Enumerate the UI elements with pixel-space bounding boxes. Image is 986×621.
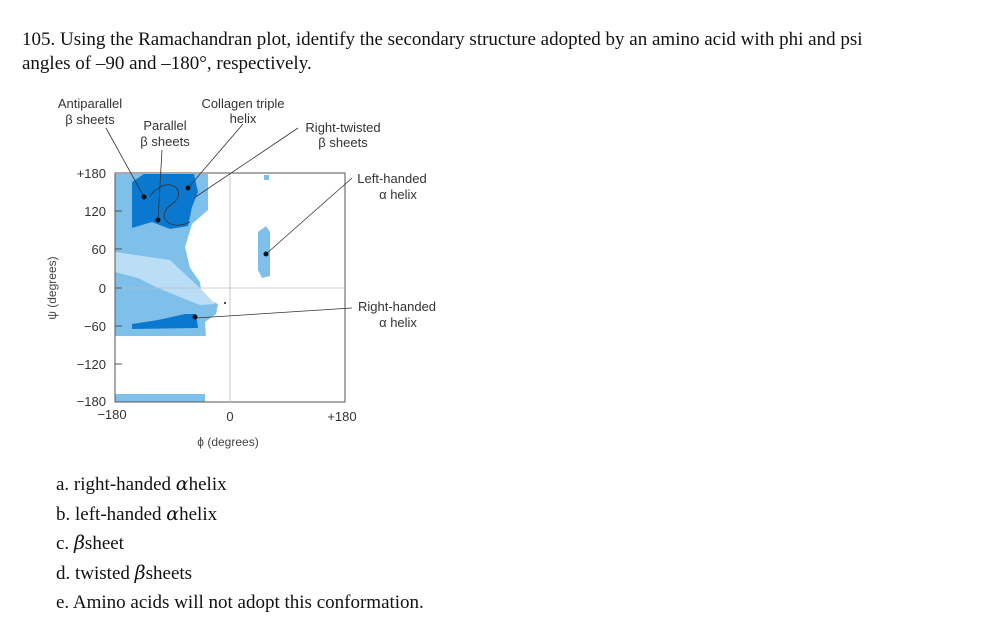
label-right-twisted: Right-twisted xyxy=(305,120,381,135)
answer-option-b[interactable]: b. left-handed αhelix xyxy=(56,502,218,525)
label-collagen-helix: helix xyxy=(229,111,257,126)
region-bottom-light xyxy=(115,394,205,402)
x-tick-label: −180 xyxy=(97,407,127,422)
greek-symbol: α xyxy=(175,473,189,495)
greek-symbol: β xyxy=(134,561,146,584)
label-left-handed: Left-handed xyxy=(357,171,427,186)
y-tick-label: 60 xyxy=(91,242,106,257)
label-antiparallel: Antiparallel xyxy=(57,96,123,111)
x-tick-label: 0 xyxy=(226,409,234,424)
region-beta-dark xyxy=(132,174,198,229)
answer-option-c[interactable]: c. βsheet xyxy=(56,532,124,554)
answer-option-e[interactable]: e. Amino acids will not adopt this conformation. xyxy=(56,592,424,613)
y-axis-label: ψ (degrees) xyxy=(45,256,59,320)
label-right-handed: Right-handed xyxy=(357,299,437,314)
greek-symbol: β xyxy=(73,532,85,554)
y-tick-label: 0 xyxy=(98,281,106,296)
x-tick-label: +180 xyxy=(327,409,357,424)
label-parallel-beta: β sheets xyxy=(140,134,190,149)
ramachandran-plot xyxy=(40,92,460,457)
answer-option-d[interactable]: d. twisted βsheets xyxy=(56,561,193,584)
label-right-twisted-beta: β sheets xyxy=(318,135,368,150)
y-tick-label: −60 xyxy=(83,319,106,334)
y-tick-label: 120 xyxy=(84,204,106,219)
region-top-speck xyxy=(264,175,269,180)
label-antiparallel-beta: β sheets xyxy=(65,112,115,127)
label-left-handed-alpha: α helix xyxy=(379,187,417,202)
answer-choices xyxy=(56,470,424,618)
y-tick-label: −180 xyxy=(76,394,106,409)
y-tick-label: +180 xyxy=(76,166,106,181)
ramachandran-svg xyxy=(40,92,460,457)
label-parallel: Parallel xyxy=(143,118,187,133)
answer-option-a[interactable]: a. right-handed αhelix xyxy=(56,473,227,495)
label-right-handed-alpha: α helix xyxy=(379,315,417,330)
question-line-1: 105. Using the Ramachandran plot, identify the secondary structure adopted by an amino acid with phi and psi xyxy=(22,29,863,50)
label-collagen: Collagen triple xyxy=(201,96,285,111)
x-axis-label: ϕ (degrees) xyxy=(197,435,259,449)
question-text xyxy=(22,28,972,76)
y-tick-label: −120 xyxy=(76,357,106,372)
question-line-2: angles of –90 and –180°, respectively. xyxy=(22,53,312,74)
greek-symbol: α xyxy=(166,502,180,525)
